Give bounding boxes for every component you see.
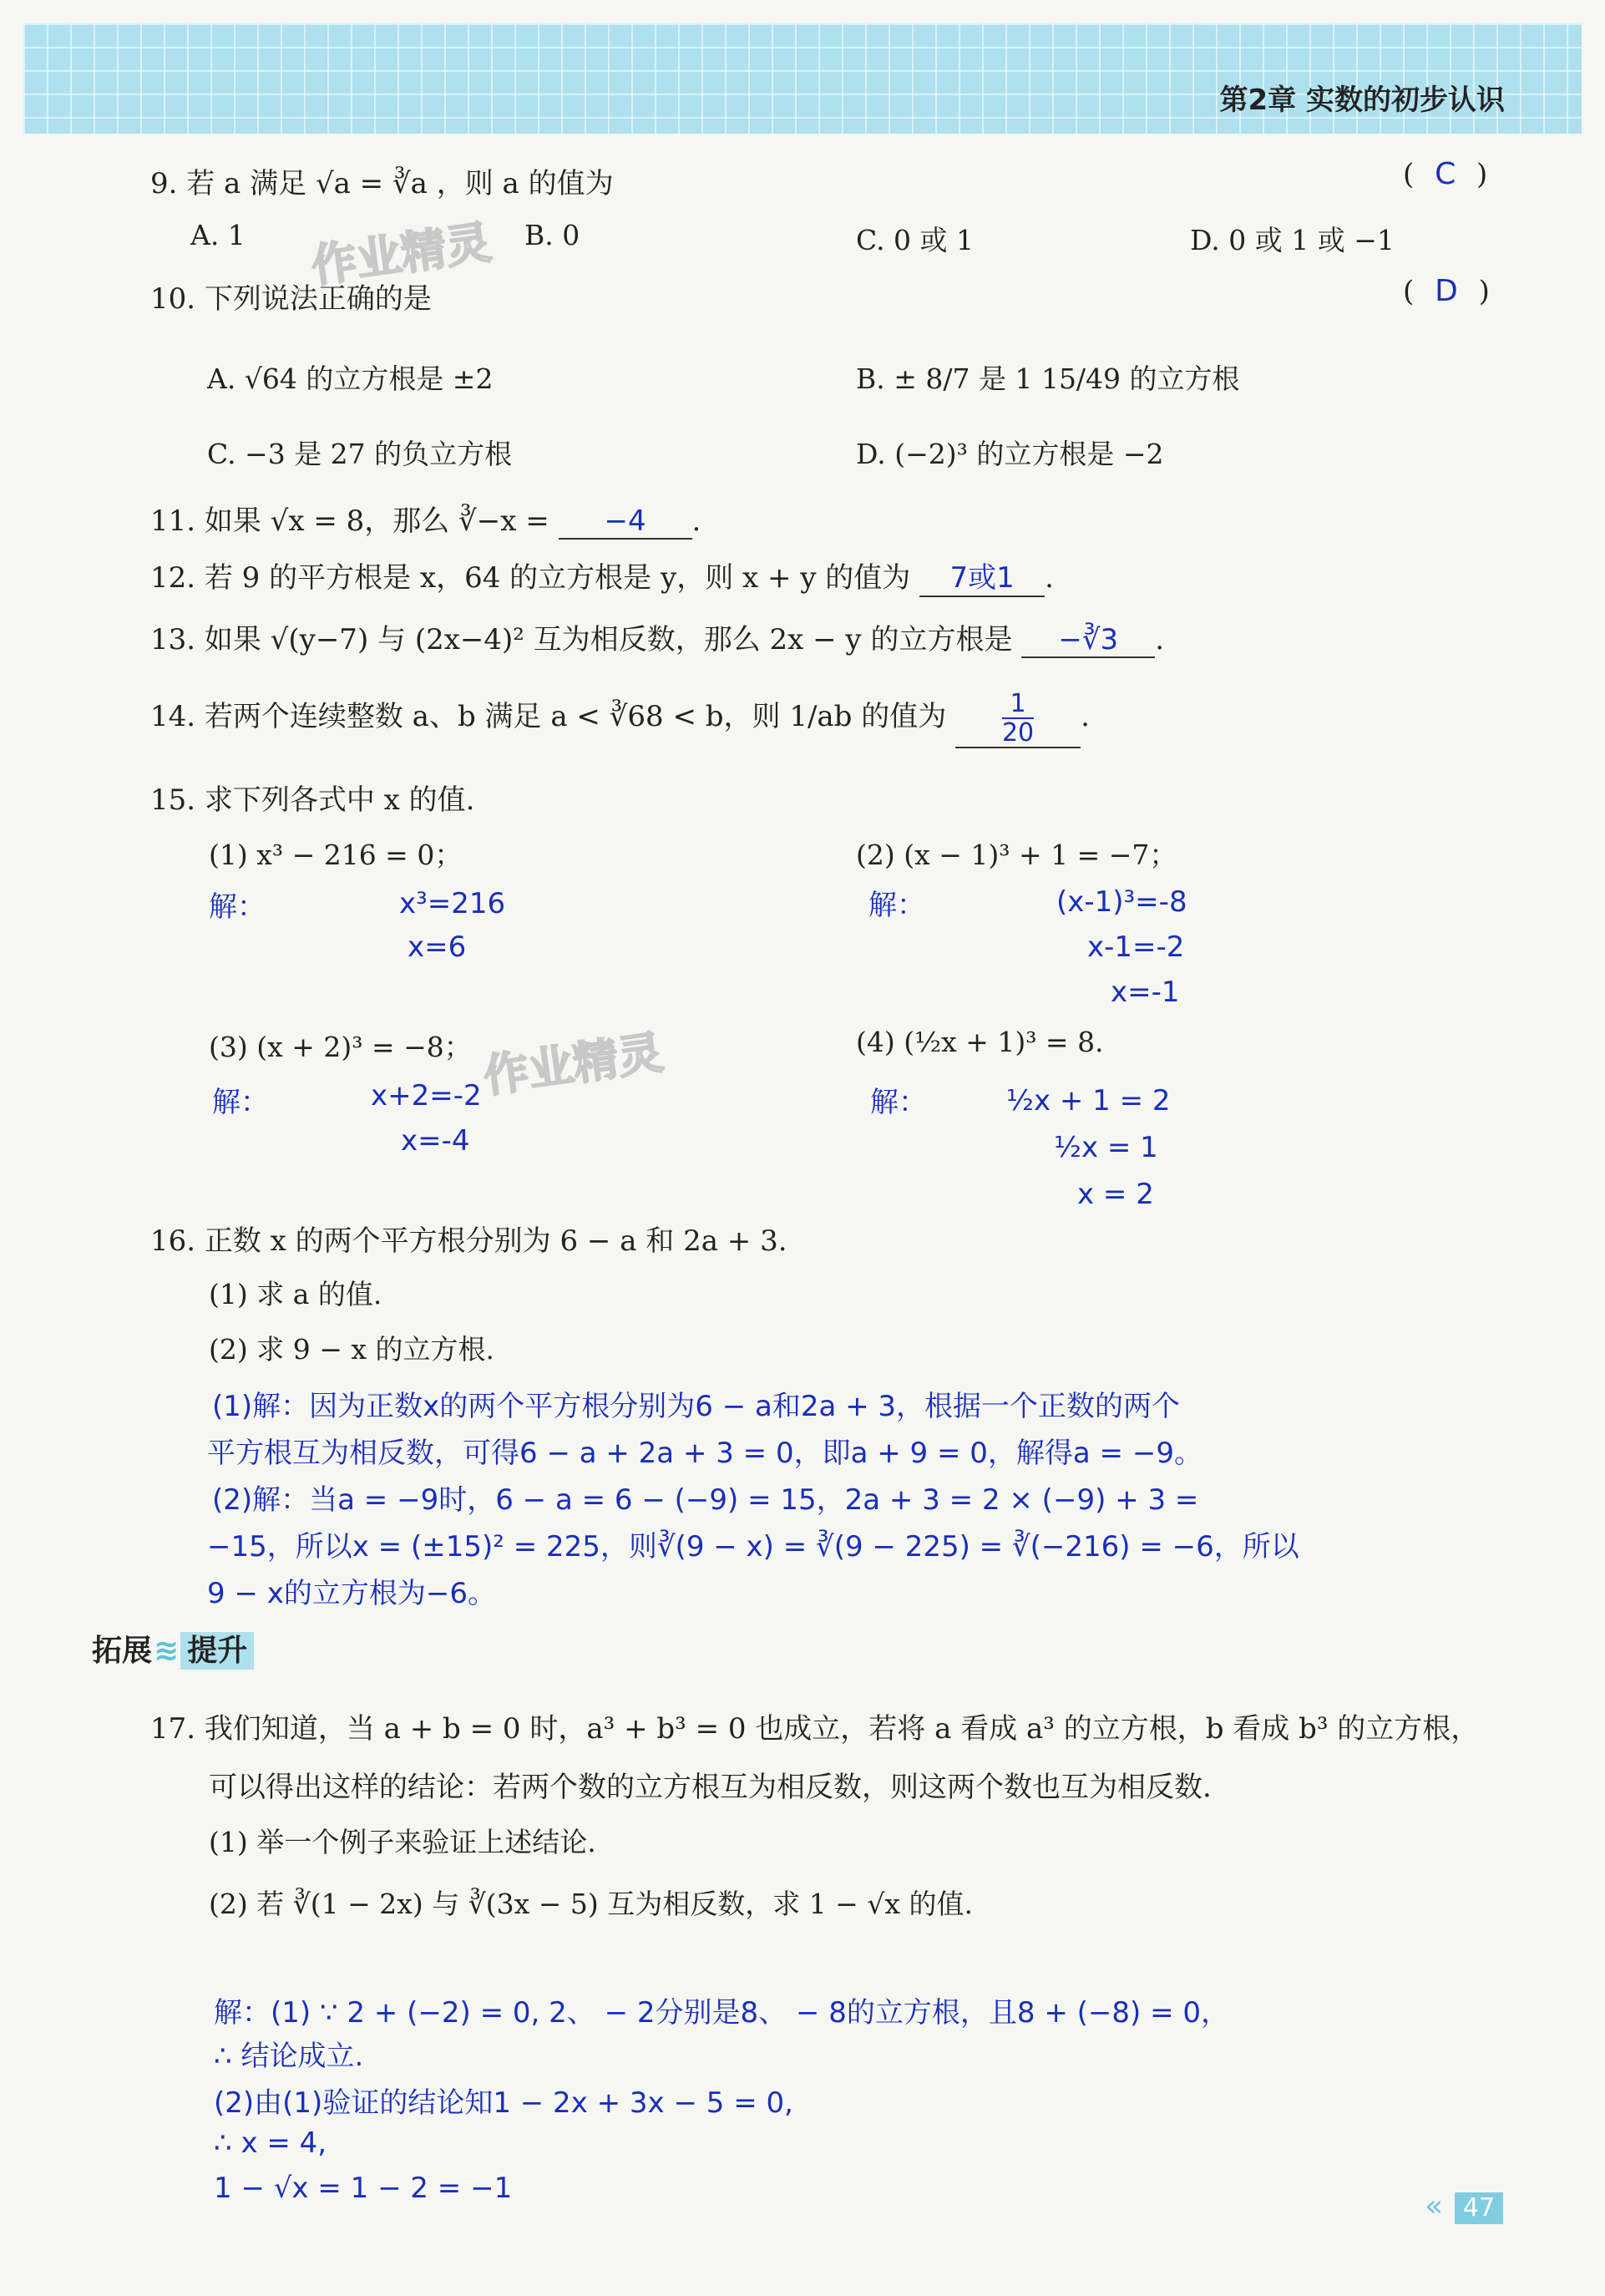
q12-answer: 7或1 (949, 561, 1015, 595)
wave-icon: ≋ (154, 1634, 180, 1668)
q14-answer: $\frac{1}{20}$ (1001, 689, 1035, 748)
q17-stem-line2: 可以得出这样的结论：若两个数的立方根互为相反数，则这两个数也互为相反数. (209, 1771, 1212, 1804)
q15-part4-label: 解： (870, 1086, 927, 1119)
q13: 13. 如果 √(y−7) 与 (2x−4)² 互为相反数，那么 2x − y 的立方根是 −∛3 . (150, 623, 1165, 656)
q17-sub1: (1) 举一个例子来验证上述结论. (209, 1826, 596, 1858)
q17-solution-line2: ∴ 结论成立. (214, 2040, 364, 2073)
q13-answer: −∛3 (1058, 623, 1119, 656)
q17-solution-line3: (2)由(1)验证的结论知1 − 2x + 3x − 5 = 0, (214, 2086, 793, 2120)
q16-solution-line2: 平方根互为相反数，可得6 − a + 2a + 3 = 0，即a + 9 = 0，解得a = −9。 (207, 1437, 1202, 1470)
q15-stem: 15. 求下列各式中 x 的值. (150, 783, 475, 817)
q10-stem: 10. 下列说法正确的是 (150, 282, 432, 316)
q17-stem-line1: 17. 我们知道，当 a + b = 0 时，a³ + b³ = 0 也成立，若将 a 看成 a³ 的立方根，b 看成 b³ 的立方根， (150, 1712, 1480, 1746)
double-chevron-left-icon: « (1425, 2189, 1435, 2223)
q15-part1-step1: x³=216 (399, 887, 506, 920)
q15-part3-problem: (3) (x + 2)³ = −8； (209, 1031, 472, 1063)
q15-part2-label: 解： (868, 889, 925, 922)
q12: 12. 若 9 的平方根是 x，64 的立方根是 y，则 x + y 的值为 7或1 . (150, 555, 1054, 597)
q10-option-d: D. (−2)³ 的立方根是 −2 (856, 438, 1164, 470)
q17-solution-line1: 解：(1) ∵ 2 + (−2) = 0, 2、 − 2分别是8、 − 8的立方根，且8 + (−8) = 0， (214, 1996, 1229, 2030)
chapter-title: 第2章 实数的初步认识 (1219, 84, 1505, 117)
q15-part4-step3: x = 2 (1077, 1178, 1154, 1211)
q9-answer: C (1435, 157, 1456, 191)
q16-solution-line4: −15，所以x = (±15)² = 225，则∛(9 − x) = ∛(9 − 225) = ∛(−216) = −6，所以 (207, 1530, 1299, 1564)
q10-option-b: B. ± 8/7 是 1 15/49 的立方根 (856, 362, 1240, 395)
section-extension-title: 拓展≋ 提升 (92, 1627, 254, 1670)
q17-solution-line4: ∴ x = 4, (214, 2126, 327, 2160)
q10-option-c: C. −3 是 27 的负立方根 (207, 438, 513, 470)
q9-stem: 9. 若 a 满足 √a = ∛a ，则 a 的值为 (150, 167, 614, 200)
q9-option-d: D. 0 或 1 或 −1 (1190, 224, 1395, 256)
q15-part4-step1: ½x + 1 = 2 (1006, 1084, 1171, 1118)
q16-sub1: (1) 求 a 的值. (209, 1278, 382, 1310)
q9-option-c: C. 0 或 1 (856, 224, 975, 256)
q15-part3-step1: x+2=-2 (371, 1079, 482, 1113)
q16-solution-line1: (1)解：因为正数x的两个平方根分别为6 − a和2a + 3，根据一个正数的两个 (212, 1390, 1181, 1423)
page-number: « 47 (1425, 2191, 1505, 2226)
q16-stem: 16. 正数 x 的两个平方根分别为 6 − a 和 2a + 3. (150, 1224, 787, 1258)
q9-option-a: A. 1 (190, 219, 246, 251)
q17-solution-line5: 1 − √x = 1 − 2 = −1 (214, 2172, 513, 2205)
q17-sub2: (2) 若 ∛(1 − 2x) 与 ∛(3x − 5) 互为相反数，求 1 − √x 的值. (209, 1888, 973, 1920)
q14: 14. 若两个连续整数 a、b 满足 a < ∛68 < b，则 1/ab 的值为 $\frac{1}{20}$ . (150, 689, 1090, 748)
q15-part4-problem: (4) (½x + 1)³ = 8. (856, 1026, 1104, 1058)
q15-part2-problem: (2) (x − 1)³ + 1 = −7； (856, 839, 1177, 871)
q10-answer-bracket: ( D ) (1403, 274, 1490, 308)
q16-solution-line3: (2)解：当a = −9时，6 − a = 6 − (−9) = 15，2a + 3 = 2 × (−9) + 3 = (212, 1483, 1199, 1517)
watermark-middle: 作业精灵 (480, 1026, 666, 1103)
q15-part2-step2: x-1=-2 (1087, 930, 1185, 964)
q16-sub2: (2) 求 9 − x 的立方根. (209, 1333, 494, 1366)
watermark-top: 作业精灵 (308, 215, 494, 293)
q15-part1-label: 解： (209, 890, 266, 924)
q10-option-a: A. √64 的立方根是 ±2 (207, 362, 494, 395)
q15-part1-problem: (1) x³ − 216 = 0； (209, 839, 463, 871)
q11: 11. 如果 √x = 8，那么 ∛−x = −4 . (150, 504, 701, 538)
q15-part3-step2: x=-4 (401, 1124, 470, 1158)
q11-answer: −4 (604, 504, 646, 538)
q9-answer-bracket: ( C ) (1403, 157, 1488, 191)
q15-part2-step1: (x-1)³=-8 (1056, 885, 1187, 919)
q15-part1-step2: x=6 (408, 930, 467, 964)
q15-part3-label: 解： (212, 1086, 269, 1119)
q10-answer: D (1435, 274, 1458, 308)
q15-part4-step2: ½x = 1 (1054, 1131, 1158, 1164)
q16-solution-line5: 9 − x的立方根为−6。 (207, 1577, 496, 1610)
q15-part2-step3: x=-1 (1111, 976, 1180, 1009)
q9-option-b: B. 0 (524, 219, 580, 251)
